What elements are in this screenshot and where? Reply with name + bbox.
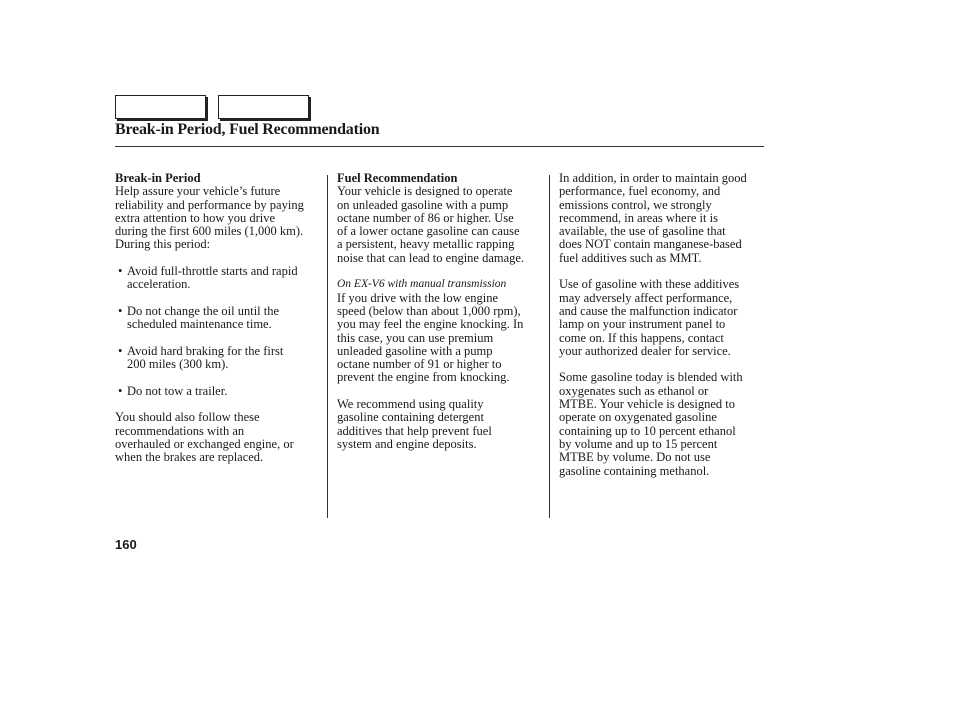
text-line: MTBE. Your vehicle is designed to <box>559 397 736 412</box>
nav-button-2[interactable] <box>218 95 309 119</box>
text-line: • Do not change the oil until the <box>115 305 323 318</box>
text-line: containing up to 10 percent ethanol <box>559 423 736 438</box>
text-line: come on. If this happens, contact <box>559 330 724 345</box>
text-line: • Avoid hard braking for the first <box>115 345 323 358</box>
text-line: Your vehicle is designed to operate <box>337 184 513 199</box>
bullet-item <box>115 385 323 398</box>
text-line: octane number of 91 or higher to <box>337 357 502 372</box>
paragraph <box>559 172 765 265</box>
text-line: you may feel the engine knocking. In <box>337 317 524 332</box>
column-break-in-period <box>115 172 323 465</box>
text-line: prevent the engine from knocking. <box>337 370 510 385</box>
text-line: available, the use of gasoline that <box>559 224 726 239</box>
bullet-item <box>115 265 323 292</box>
text-line: your authorized dealer for service. <box>559 343 731 358</box>
text-line: extra attention to how you drive <box>115 210 276 225</box>
text-line: 200 miles (300 km). <box>127 357 229 372</box>
text-line: acceleration. <box>127 277 191 292</box>
text-line: noise that can lead to engine damage. <box>337 250 525 265</box>
text-line: fuel additives such as MMT. <box>559 250 702 265</box>
paragraph <box>337 292 545 385</box>
text-line: may adversely affect performance, <box>559 290 733 305</box>
text-line: Use of gasoline with these additives <box>559 277 740 292</box>
title-divider <box>115 146 764 147</box>
text-line: • Do not tow a trailer. <box>115 385 323 398</box>
text-line: by volume and up to 15 percent <box>559 436 718 451</box>
text-line: octane number of 86 or higher. Use <box>337 210 514 225</box>
text-line: does NOT contain manganese-based <box>559 237 742 252</box>
paragraph <box>337 398 545 451</box>
text-line: During this period: <box>115 237 211 252</box>
text-line: You should also follow these <box>115 410 260 425</box>
bullet-item <box>115 305 323 332</box>
text-line: and cause the malfunction indicator <box>559 303 738 318</box>
paragraph <box>559 371 765 477</box>
text-line: on unleaded gasoline with a pump <box>337 197 509 212</box>
intro-paragraph <box>115 185 323 251</box>
text-line: additives that help prevent fuel <box>337 423 492 438</box>
text-line: MTBE by volume. Do not use <box>559 450 711 465</box>
section-heading-break-in: Break-in Period <box>115 171 201 185</box>
model-caption: On EX-V6 with manual transmission <box>337 278 507 291</box>
column-fuel-recommendation <box>337 172 545 451</box>
text-line: a persistent, heavy metallic rapping <box>337 237 515 252</box>
text-line: If you drive with the low engine <box>337 290 499 305</box>
column-divider-1 <box>327 175 328 518</box>
closing-paragraph <box>115 411 323 464</box>
text-line: oxygenates such as ethanol or <box>559 383 709 398</box>
section-heading-fuel: Fuel Recommendation <box>337 171 458 185</box>
text-line: gasoline containing methanol. <box>559 463 710 478</box>
column-fuel-additives <box>559 172 765 478</box>
text-line: speed (below than about 1,000 rpm), <box>337 303 521 318</box>
text-line: during the first 600 miles (1,000 km). <box>115 224 304 239</box>
text-line: Some gasoline today is blended with <box>559 370 743 385</box>
text-line: Help assure your vehicle’s future <box>115 184 281 199</box>
column-divider-2 <box>549 175 550 518</box>
bullet-item <box>115 345 323 372</box>
text-line: recommend, in areas where it is <box>559 210 718 225</box>
text-line: • Avoid full-throttle starts and rapid <box>115 265 323 278</box>
page-title: Break-in Period, Fuel Recommendation <box>115 121 380 138</box>
text-line: performance, fuel economy, and <box>559 184 721 199</box>
text-line: unleaded gasoline with a pump <box>337 343 493 358</box>
text-line: system and engine deposits. <box>337 436 477 451</box>
text-line: lamp on your instrument panel to <box>559 317 726 332</box>
text-line: reliability and performance by paying <box>115 197 304 212</box>
text-line: this case, you can use premium <box>337 330 494 345</box>
page-number: 160 <box>115 537 137 552</box>
nav-button-1[interactable] <box>115 95 206 119</box>
text-line: We recommend using quality <box>337 397 484 412</box>
paragraph <box>559 278 765 358</box>
text-line: overhauled or exchanged engine, or <box>115 436 294 451</box>
paragraph <box>337 185 545 265</box>
text-line: emissions control, we strongly <box>559 197 712 212</box>
text-line: scheduled maintenance time. <box>127 317 272 332</box>
text-line: when the brakes are replaced. <box>115 450 264 465</box>
text-line: In addition, in order to maintain good <box>559 171 747 185</box>
text-line: operate on oxygenated gasoline <box>559 410 717 425</box>
text-line: of a lower octane gasoline can cause <box>337 224 520 239</box>
text-line: gasoline containing detergent <box>337 410 484 425</box>
text-line: recommendations with an <box>115 423 245 438</box>
